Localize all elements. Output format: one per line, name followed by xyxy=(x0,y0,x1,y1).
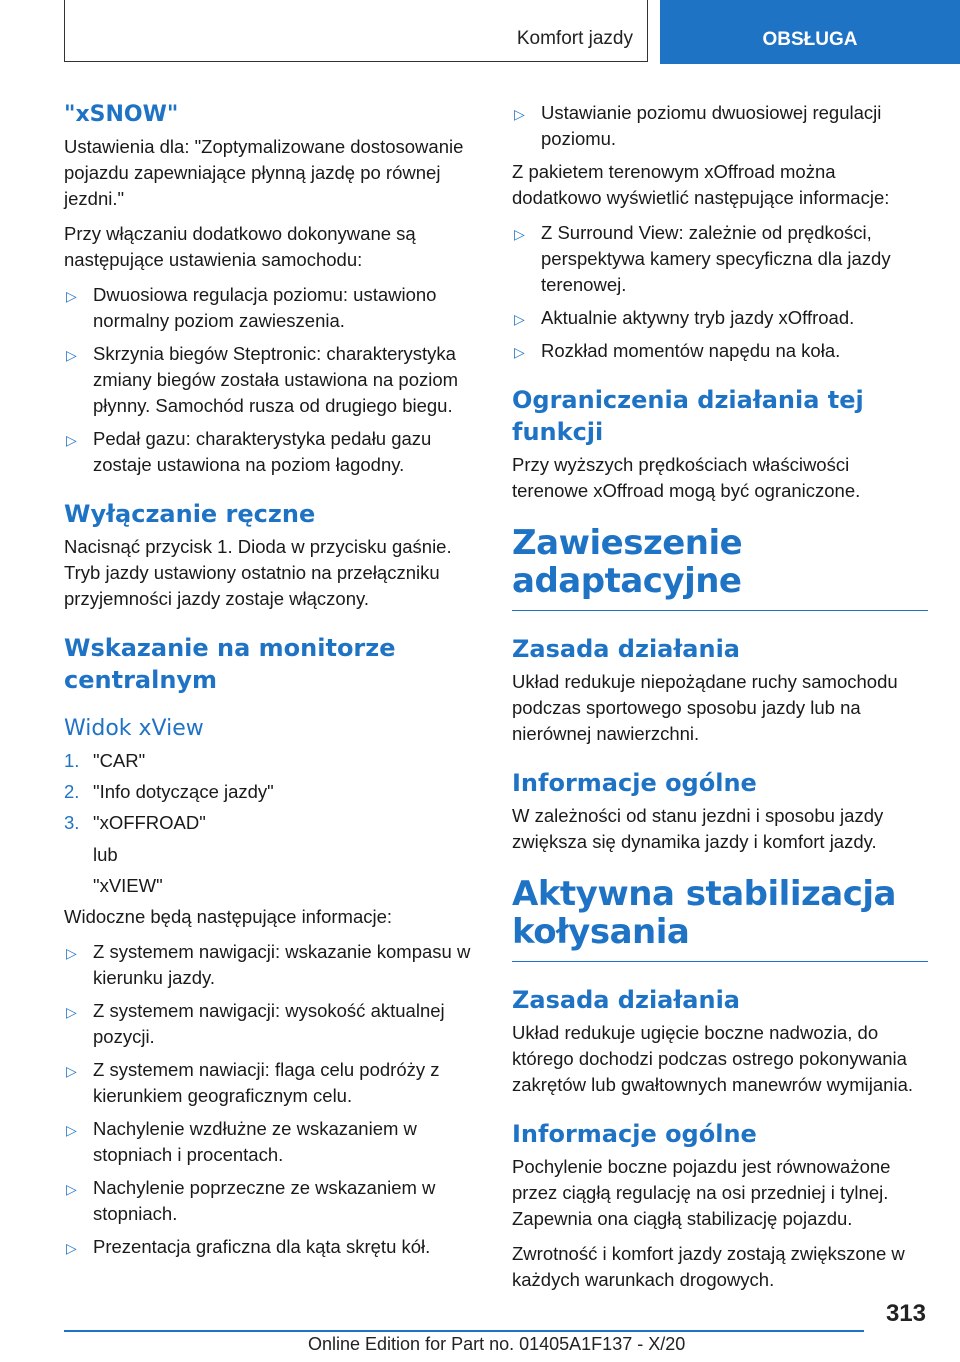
triangle-bullet-icon: ▷ xyxy=(66,1181,77,1197)
list-item-text: Z systemem nawigacji: wskazanie kompasu w kierunku jazdy. xyxy=(93,941,471,988)
list-item-text: Nachylenie poprzeczne ze wskazaniem w stopniach. xyxy=(93,1177,436,1224)
xview-continuation-2: "xVIEW" xyxy=(93,875,163,896)
list-item xyxy=(512,305,928,331)
adaptive-general-paragraph: W zależności od stanu jezdni i sposobu jazdy zwiększa się dynamika jazdy i komfort jazdy. xyxy=(512,805,884,852)
list-item xyxy=(64,810,476,836)
triangle-bullet-icon: ▷ xyxy=(514,106,525,122)
triangle-bullet-icon: ▷ xyxy=(66,347,77,363)
list-item-text: Dwuosiowa regulacja poziomu: ustawiono normalny poziom zawieszenia. xyxy=(93,284,437,331)
xsnow-heading: "xSNOW" xyxy=(64,102,179,127)
triangle-bullet-icon: ▷ xyxy=(66,1004,77,1020)
triangle-bullet-icon: ▷ xyxy=(66,945,77,961)
list-item xyxy=(64,939,476,991)
triangle-bullet-icon: ▷ xyxy=(66,288,77,304)
list-item xyxy=(512,338,928,364)
visible-info-paragraph: Widoczne będą następujące informacje: xyxy=(64,906,393,927)
list-item-text: Skrzynia biegów Steptronic: charakterystyka zmiany biegów została ustawiona na poziom płynny. Samochód rusza od drugiego biegu. xyxy=(93,343,459,416)
list-item-text: Ustawianie poziomu dwuosiowej regulacji poziomu. xyxy=(541,102,882,149)
footer-divider xyxy=(64,1330,864,1332)
active-roll-stabilization-heading: Aktywna stabilizacja kołysania xyxy=(512,875,928,962)
list-item-text: Z Surround View: zależnie od prędkości, perspektywa kamery specyficzna dla jazdy terenowej. xyxy=(541,222,891,295)
xview-continuation-1: lub xyxy=(93,844,118,865)
adaptive-suspension-heading: Zawieszenie adaptacyjne xyxy=(512,524,928,611)
list-item xyxy=(512,100,928,152)
manual-off-heading: Wyłączanie ręczne xyxy=(64,500,316,528)
list-item xyxy=(64,779,476,805)
list-item-text: Aktualnie aktywny tryb jazdy xOffroad. xyxy=(541,307,855,328)
xview-heading: Widok xView xyxy=(64,716,204,741)
list-item xyxy=(64,998,476,1050)
limits-heading: Ograniczenia działania tej funkcji xyxy=(512,386,864,446)
triangle-bullet-icon: ▷ xyxy=(66,432,77,448)
xsnow-paragraph-2: Przy włączaniu dodatkowo dokonywane są następujące ustawienia samochodu: xyxy=(64,223,416,270)
list-item xyxy=(64,282,476,334)
list-item xyxy=(64,1234,476,1260)
triangle-bullet-icon: ▷ xyxy=(66,1240,77,1256)
list-item xyxy=(64,1175,476,1227)
triangle-bullet-icon: ▷ xyxy=(66,1063,77,1079)
offroad-bullet-list xyxy=(512,220,928,364)
active-principle-heading: Zasada działania xyxy=(512,986,740,1014)
active-general-paragraph-2: Zwrotność i komfort jazdy zostają zwiększone w każdych warunkach drogowych. xyxy=(512,1243,905,1290)
header-section-title: Komfort jazdy xyxy=(516,28,633,49)
list-item-text: Nachylenie wzdłużne ze wskazaniem w stopniach i procentach. xyxy=(93,1118,417,1165)
xsnow-bullet-list xyxy=(64,282,476,478)
list-item xyxy=(64,341,476,419)
triangle-bullet-icon: ▷ xyxy=(514,344,525,360)
list-number: 3. xyxy=(64,812,80,833)
adaptive-principle-heading: Zasada działania xyxy=(512,635,740,663)
list-item xyxy=(64,426,476,478)
header-box xyxy=(64,0,648,62)
list-item xyxy=(64,1116,476,1168)
list-item-text: Rozkład momentów napędu na koła. xyxy=(541,340,841,361)
page-number: 313 xyxy=(885,1300,926,1327)
page-header xyxy=(0,0,960,66)
active-general-heading: Informacje ogólne xyxy=(512,1120,757,1148)
triangle-bullet-icon: ▷ xyxy=(66,1122,77,1138)
xsnow-paragraph-1: Ustawienia dla: "Zoptymalizowane dostosowanie pojazdu zapewniające płynną jazdę po równej jezdni." xyxy=(64,136,464,209)
active-general-paragraph-1: Pochylenie boczne pojazdu jest równoważone przez ciągłą regulację na osi przedniej i tylnej. Zapewnia ona ciągłą stabilizację pojazdu. xyxy=(512,1156,891,1229)
list-item-text: "Info dotyczące jazdy" xyxy=(93,781,274,802)
list-item xyxy=(512,220,928,298)
visible-info-bullet-list xyxy=(64,939,476,1260)
list-item-text: "xOFFROAD" xyxy=(93,812,206,833)
list-number: 1. xyxy=(64,750,80,771)
list-item-text: Prezentacja graficzna dla kąta skrętu kół. xyxy=(93,1236,431,1257)
adaptive-principle-paragraph: Układ redukuje niepożądane ruchy samochodu podczas sportowego sposobu jazdy lub na nierównej nawierzchni. xyxy=(512,671,898,744)
list-item-text: "CAR" xyxy=(93,750,146,771)
header-chapter-tab: OBSŁUGA xyxy=(660,0,960,64)
list-item xyxy=(64,748,476,774)
triangle-bullet-icon: ▷ xyxy=(514,311,525,327)
list-item xyxy=(64,1057,476,1109)
xview-numbered-list xyxy=(64,748,476,836)
list-item-text: Pedał gazu: charakterystyka pedału gazu zostaje ustawiona na poziom łagodny. xyxy=(93,428,432,475)
list-item-text: Z systemem nawiacji: flaga celu podróży z kierunkiem geograficznym celu. xyxy=(93,1059,440,1106)
triangle-bullet-icon: ▷ xyxy=(514,226,525,242)
active-principle-paragraph: Układ redukuje ugięcie boczne nadwozia, do którego dochodzi podczas ostrego pokonywania zakrętów lub gwałtownych manewrów wymijania. xyxy=(512,1022,913,1095)
left-column xyxy=(64,100,476,1267)
right-column xyxy=(512,100,928,1302)
level-bullet-list xyxy=(512,100,928,152)
monitor-heading: Wskazanie na monitorze centralnym xyxy=(64,634,396,694)
footer-edition-text: Online Edition for Part no. 01405A1F137 - X/20 xyxy=(308,1334,686,1354)
list-number: 2. xyxy=(64,781,80,802)
limits-paragraph: Przy wyższych prędkościach właściwości terenowe xOffroad mogą być ograniczone. xyxy=(512,454,861,501)
manual-off-paragraph: Nacisnąć przycisk 1. Dioda w przycisku gaśnie. Tryb jazdy ustawiony ostatnio na przełączniku przyjemności jazdy zostaje włączony. xyxy=(64,536,452,609)
list-item-text: Z systemem nawigacji: wysokość aktualnej pozycji. xyxy=(93,1000,445,1047)
offroad-paragraph: Z pakietem terenowym xOffroad można dodatkowo wyświetlić następujące informacje: xyxy=(512,161,890,208)
adaptive-general-heading: Informacje ogólne xyxy=(512,769,757,797)
